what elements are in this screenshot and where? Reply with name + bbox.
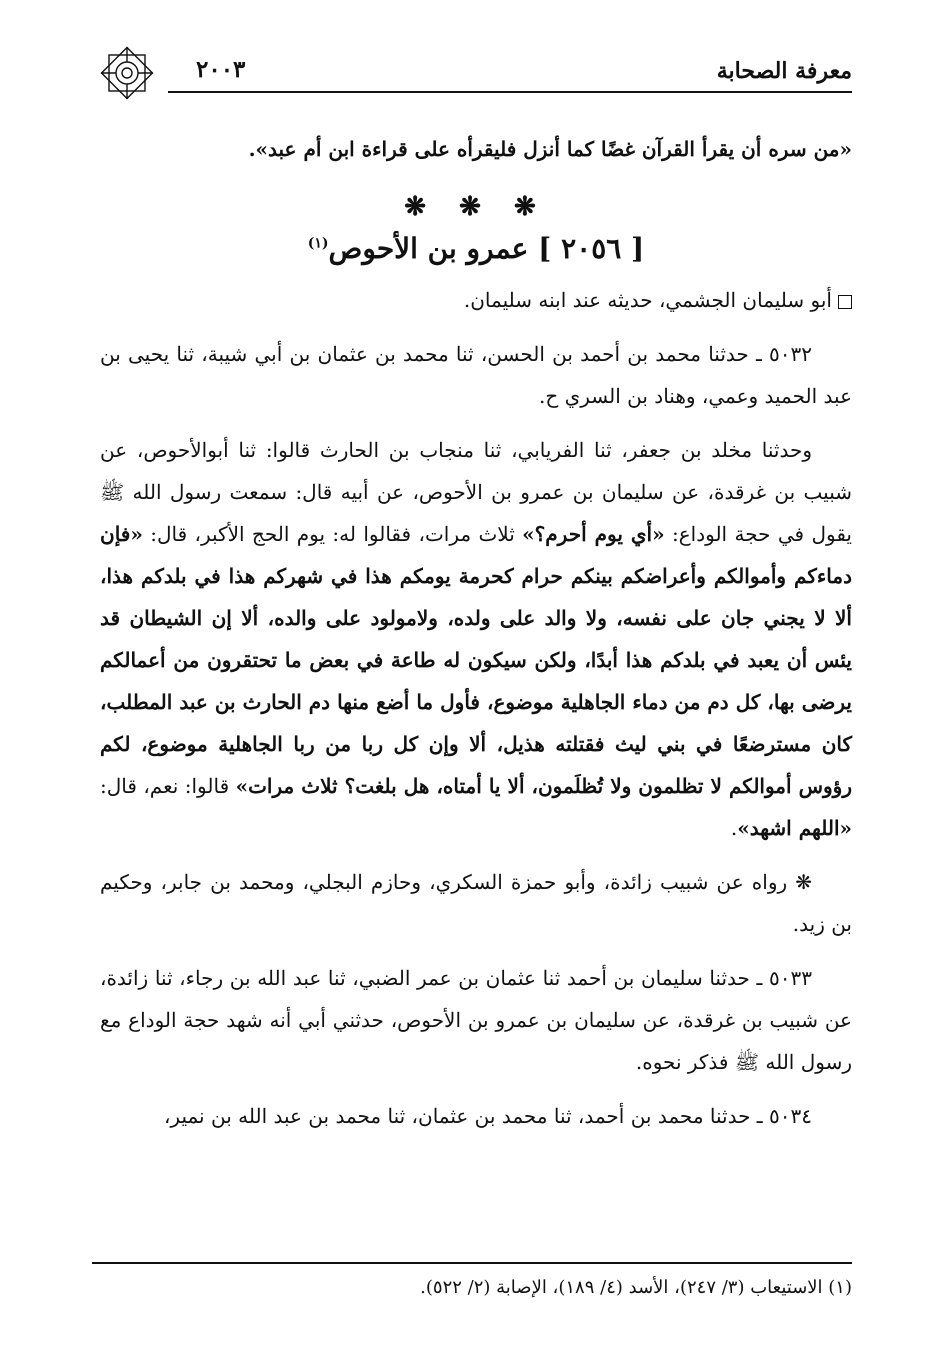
- page-body: [100, 128, 852, 1149]
- entry-number: [ ٢٠٥٦ ]: [538, 232, 645, 265]
- hadith-5034: ٥٠٣٤ ـ حدثنا محمد بن أحمد، ثنا محمد بن عثمان، ثنا محمد بن عبد الله بن نمير،: [163, 1104, 812, 1128]
- header-rule: [168, 91, 852, 93]
- after-question: ثلاث مرات، فقالوا له: يوم الحج الأكبر، قال:: [142, 522, 523, 546]
- opening-quote: «من سره أن يقرأ القرآن غضًا كما أنزل فليقرأه على قراءة ابن أم عبد».: [248, 137, 852, 161]
- ornament-icon: [96, 42, 158, 104]
- narrators-note: ❋ رواه عن شبيب زائدة، وأبو حمزة السكري، وحازم البجلي، ومحمد بن جابر، وحكيم بن زيد.: [100, 870, 852, 936]
- hadith-5032: ٥٠٣٢ ـ حدثنا محمد بن أحمد بن الحسن، ثنا محمد بن عثمان بن أبي شيبة، ثنا يحيى بن عبد الحميد وعمي، وهناد بن السري ح.: [100, 342, 852, 408]
- after-sermon: قالوا: نعم، قال:: [100, 774, 236, 798]
- section-separator: ❋ ❋ ❋: [404, 192, 548, 222]
- running-title: معرفة الصحابة: [716, 58, 852, 84]
- chain-text: وحدثنا مخلد بن جعفر، ثنا الفريابي، ثنا منجاب بن الحارث قالوا: ثنا أبوالأحوص، عن شبيب بن غرقدة، عن سليمان بن عمرو بن الأحوص، عن أبيه قال: سمعت رسول الله ﷺ يقول في حجة الوداع:: [100, 438, 852, 546]
- sermon-quote: «فإن دماءكم وأموالكم وأعراضكم بينكم حرام كحرمة يومكم هذا في شهركم هذا في بلدكم هذا، ألا لا يجني جان على نفسه، ولا والد على ولده، ولامولود على والده، ألا إن الشيطان قد يئس أن يعبد في بلدكم هذا أبدًا، ولكن سيكون له طاعة في بعض ما تحتقرون من أعمالكم يرضى بها، كل دم من دماء الجاهلية موضوع، فأول ما أضع منها دم الحارث بن عبد المطلب، كان مسترضعًا في بني ليث فقتلته هذيل، ألا وإن كل ربا من ربا الجاهلية موضوع، لكم رؤوس أموالكم لا تظلمون ولا تُظلَمون، ألا يا أمتاه، هل بلغت؟ ثلاث مرات»: [100, 522, 852, 798]
- entry-intro: [100, 279, 852, 321]
- page-header: [96, 44, 852, 104]
- square-bullet-icon: [838, 295, 852, 309]
- closing-end: .: [730, 816, 738, 840]
- page-number: ٢٠٠٣: [196, 56, 246, 83]
- closing-quote: «اللهم اشهد»: [737, 816, 852, 840]
- entry-name: عمرو بن الأحوص: [328, 232, 529, 265]
- footnote-rule: [92, 1262, 852, 1264]
- hadith-5033: ٥٠٣٣ ـ حدثنا سليمان بن أحمد ثنا عثمان بن عمر الضبي، ثنا عبد الله بن رجاء، ثنا زائدة، عن شبيب بن غرقدة، عن سليمان بن عمرو بن الأحوص، حدثني أبي أنه شهد حجة الوداع مع رسول الله ﷺ فذكر نحوه.: [100, 966, 852, 1074]
- question-quote: «أي يوم أحرم؟»: [522, 522, 665, 546]
- footnote: (١) الاستيعاب (٣/ ٢٤٧)، الأسد (٤/ ١٨٩)، الإصابة (٢/ ٥٢٢).: [420, 1277, 852, 1298]
- entry-intro-text: أبو سليمان الجشمي، حديثه عند ابنه سليمان.: [463, 288, 832, 312]
- entry-heading: [100, 232, 852, 265]
- footnote-ref: (١): [307, 235, 329, 252]
- hadith-5032-chain-2: [100, 429, 852, 849]
